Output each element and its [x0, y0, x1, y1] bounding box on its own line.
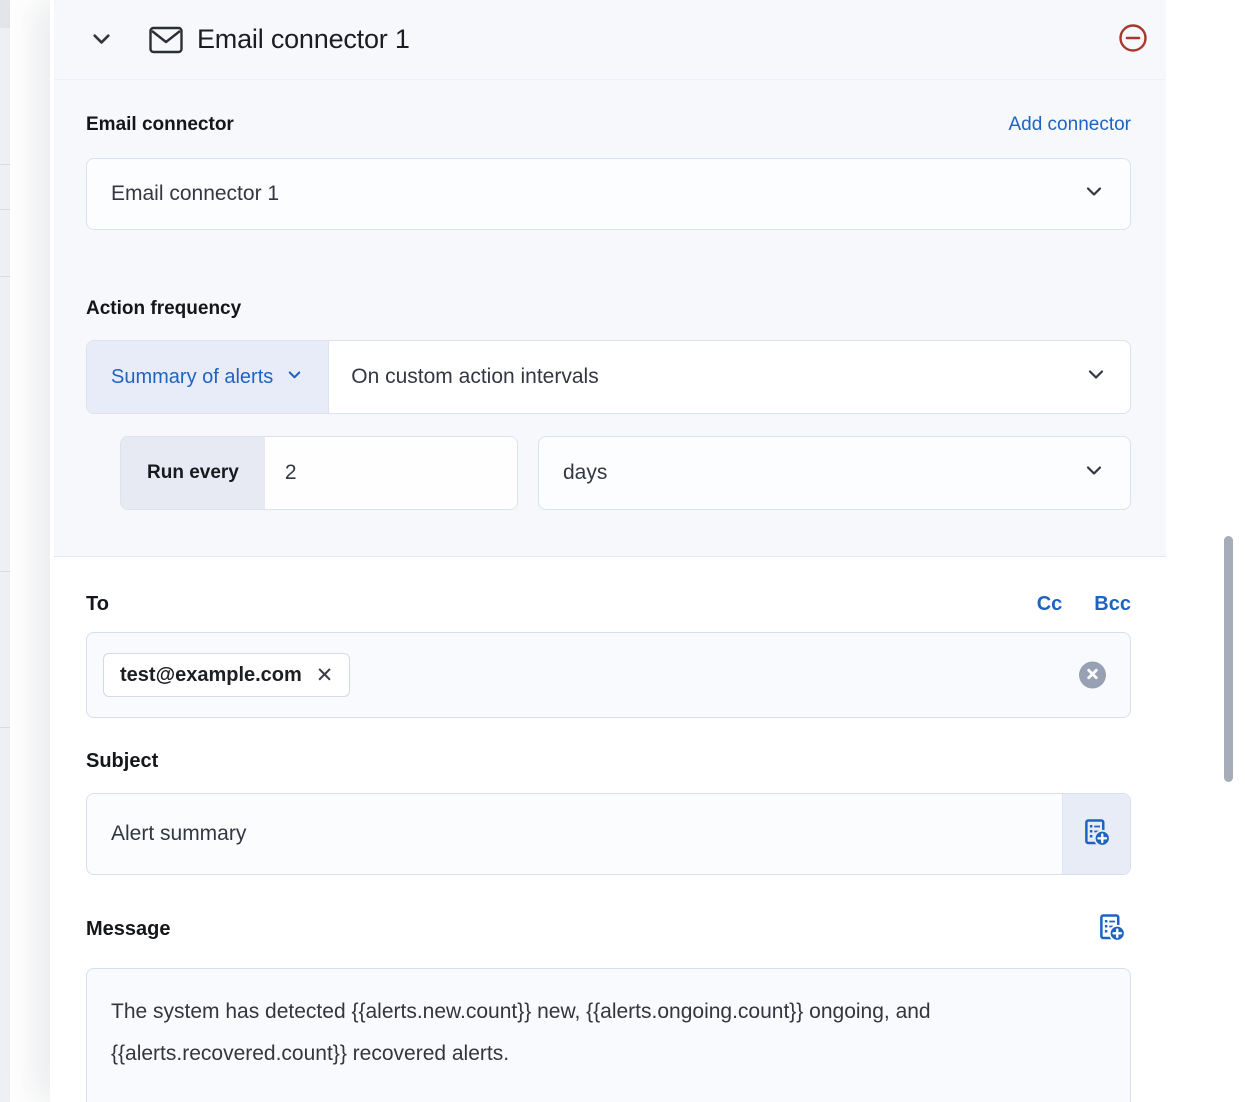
run-every-row	[120, 436, 1131, 510]
recipient-pill	[103, 653, 350, 697]
summary-of-alerts-toggle[interactable]	[87, 341, 329, 413]
add-connector-link[interactable]: Add connector	[1008, 114, 1131, 135]
accordion-body	[54, 114, 1166, 556]
subject-input[interactable]	[87, 794, 1062, 874]
summary-toggle-label: Summary of alerts	[111, 365, 274, 388]
action-title: Email connector 1	[197, 24, 410, 54]
connector-select[interactable]	[86, 158, 1131, 230]
message-label: Message	[86, 918, 171, 940]
time-unit-select[interactable]	[538, 436, 1131, 510]
connector-label: Email connector	[86, 114, 234, 135]
envelope-icon	[149, 26, 183, 54]
chevron-down-icon	[88, 25, 115, 55]
insert-variable-button-message[interactable]	[1093, 909, 1131, 950]
connector-select-value: Email connector 1	[111, 182, 280, 205]
to-label: To	[86, 593, 109, 615]
email-action-accordion	[54, 0, 1166, 557]
run-every-control	[120, 436, 518, 510]
cross-in-circle-icon	[1086, 667, 1099, 683]
run-every-label: Run every	[121, 437, 265, 509]
email-params-form	[50, 557, 1245, 1102]
chevron-down-icon	[285, 365, 304, 390]
chevron-down-icon	[1082, 458, 1106, 488]
to-combobox[interactable]	[86, 632, 1131, 718]
subject-label: Subject	[86, 750, 159, 772]
message-textarea[interactable]	[86, 968, 1131, 1102]
add-variable-icon	[1097, 913, 1127, 946]
accordion-toggle-button[interactable]	[84, 21, 119, 59]
time-unit-value: days	[563, 461, 608, 484]
run-every-input[interactable]	[265, 437, 518, 509]
cc-link[interactable]: Cc	[1036, 593, 1063, 615]
remove-recipient-icon[interactable]: ✕	[315, 663, 334, 687]
interval-select[interactable]	[329, 341, 1130, 413]
minus-circle-icon	[1118, 23, 1148, 56]
insert-variable-button[interactable]	[1078, 814, 1116, 855]
action-frequency-label: Action frequency	[86, 298, 242, 319]
action-flyout	[50, 0, 1245, 1102]
chevron-down-icon	[1082, 179, 1106, 209]
add-variable-icon	[1082, 818, 1112, 851]
bcc-link[interactable]: Bcc	[1094, 593, 1131, 615]
clear-to-field-button[interactable]	[1079, 662, 1106, 689]
subject-control	[86, 793, 1131, 875]
interval-select-value: On custom action intervals	[351, 365, 599, 388]
remove-action-button[interactable]	[1114, 19, 1152, 60]
scrollbar-thumb[interactable]	[1224, 536, 1233, 782]
action-frequency-control	[86, 340, 1131, 414]
recipient-pill-label: test@example.com	[120, 663, 302, 686]
accordion-header	[54, 0, 1166, 80]
background-page-edge	[0, 0, 10, 1102]
subject-append	[1062, 794, 1130, 874]
chevron-down-icon	[1084, 362, 1108, 392]
